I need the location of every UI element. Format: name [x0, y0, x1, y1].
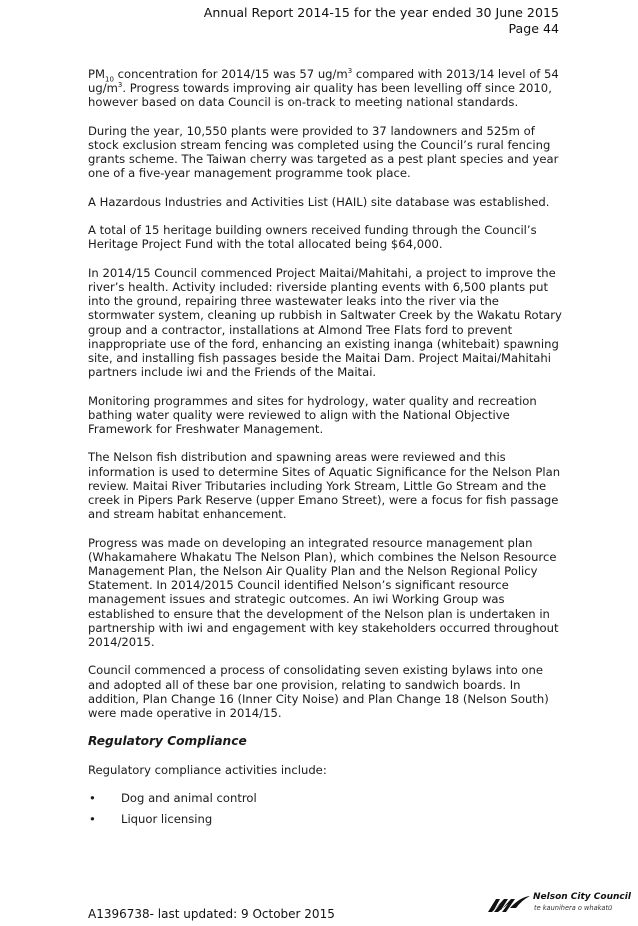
list-item: • Liquor licensing [89, 811, 213, 826]
list-item: • Dog and animal control [89, 791, 257, 805]
compliance-list [88, 791, 566, 826]
page-content [88, 68, 566, 833]
paragraph-fish: The Nelson fish distribution and spawning areas were reviewed and this information is used to determine Sites of Aquatic Significance for the Nelson Plan review. Maitai River Tributaries including York Stream, Little Go Stream and the creek in Pipers Park Reserve (upper Emano Street), were a focus for fish passage and stream habitat enhancement. [88, 450, 561, 522]
logo-name: Nelson City Council [533, 892, 631, 902]
report-title: Annual Report 2014-15 for the year ended 30 June 2015 [203, 5, 559, 20]
paragraph-heritage: A total of 15 heritage building owners received funding through the Council’s Heritage Project Fund with the total allocated being $64,000. [88, 223, 537, 252]
paragraph-nelson-plan: Progress was made on developing an integrated resource management plan (Whakamahere Whakatu The Nelson Plan), which combines the Nelson Resource Management Plan, the Nelson Air Quality Plan and the Nelson Regional Policy Statement. In 2014/2015 Council identified Nelson’s significant resource management issues and strategic outcomes. An iwi Working Group was established to ensure that the development of the Nelson plan is undertaken in partnership with iwi and engagement with key stakeholders occurred throughout 2014/2015. [88, 535, 559, 650]
paragraph-project-maitai: In 2014/15 Council commenced Project Maitai/Mahitahi, a project to improve the river’s health. Activity included: riverside planting events with 6,500 plants put into the ground, repairing three wastewater leaks into the river via the stormwater system, cleaning up rubbish in Saltwater Creek by the Wakatu Rotary group and a contractor, installations at Almond Tree Flats ford to prevent inappropriate use of the ford, enhancing an existing inanga (whitebait) spawning site, and installing fish passages beside the Maitai Dam. Project Maitai/Mahitahi partners include iwi and the Friends of the Maitai. [88, 265, 562, 380]
logo-tagline: te kaunihera o whakatū [534, 904, 613, 912]
footer-doc-ref: A1396738- last updated: 9 October 2015 [88, 907, 335, 921]
section-intro: Regulatory compliance activities include: [88, 762, 327, 777]
paragraph-hail: A Hazardous Industries and Activities List (HAIL) site database was established. [88, 194, 550, 209]
paragraph-air-quality: $PM_{10}$ concentration for 2014/15 was 57 $ug/m^3$ compared with 2013/14 level of 54 $ug/m^3$. Progress towards improving air quality has been levelling off since 2010, however based on data Council is on-track to meeting national standards. [88, 67, 559, 110]
council-logo-icon [486, 893, 532, 915]
page-number: Page 44 [508, 21, 559, 36]
page-header [204, 5, 559, 37]
paragraph-plants: During the year, 10,550 plants were provided to 37 landowners and 525m of stock exclusion stream fencing was completed using the Council’s rural fencing grants scheme. The Taiwan cherry was targeted as a pest plant species and year one of a five-year management programme took place. [88, 123, 559, 181]
paragraph-monitoring: Monitoring programmes and sites for hydrology, water quality and recreation bathing water quality were reviewed to align with the National Objective Framework for Freshwater Management. [88, 393, 537, 436]
paragraph-bylaws: Council commenced a process of consolidating seven existing bylaws into one and adopted all of these bar one provision, relating to sandwich boards. In addition, Plan Change 16 (Inner City Noise) and Plan Change 18 (Nelson South) were made operative in 2014/15. [88, 663, 549, 721]
bullet-icon: • [89, 811, 96, 826]
section-heading: Regulatory Compliance [88, 734, 247, 749]
bullet-icon: • [89, 791, 96, 805]
council-logo [486, 891, 631, 919]
